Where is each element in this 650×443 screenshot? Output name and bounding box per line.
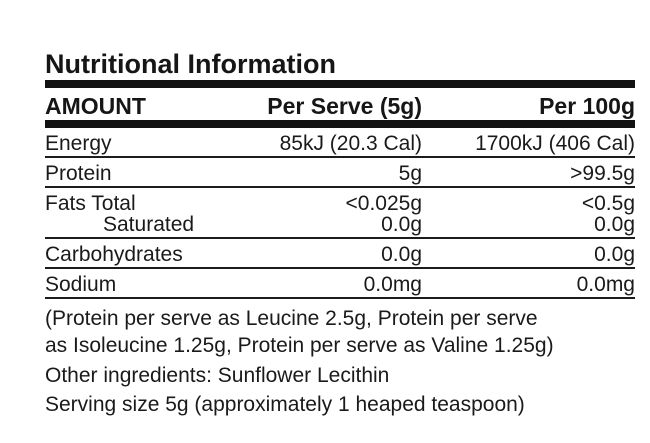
page-title: Nutritional Information bbox=[45, 49, 336, 79]
per-100g-value: >99.5g bbox=[570, 162, 635, 185]
table-header-row bbox=[45, 88, 635, 120]
row-label: Energy bbox=[45, 132, 112, 155]
table-row-saturated bbox=[45, 214, 635, 237]
header-underline-bar bbox=[45, 120, 635, 128]
row-label: Fats Total bbox=[45, 192, 136, 215]
row-divider bbox=[45, 297, 635, 299]
per-serve-value: <0.025g bbox=[345, 192, 422, 215]
title-underline-bar bbox=[45, 80, 635, 88]
per-100g-value: 0.0mg bbox=[576, 273, 635, 296]
header-per-100g: Per 100g bbox=[539, 93, 635, 119]
per-serve-value: 0.0g bbox=[381, 243, 422, 266]
per-serve-value: 85kJ (20.3 Cal) bbox=[279, 132, 422, 155]
per-serve-value: 5g bbox=[398, 162, 422, 185]
other-ingredients-note: Other ingredients: Sunflower Lecithin bbox=[45, 364, 390, 387]
row-label: Carbohydrates bbox=[45, 243, 183, 266]
row-label: Protein bbox=[45, 162, 112, 185]
table-row-sodium bbox=[45, 269, 635, 297]
per-serve-value: 0.0g bbox=[381, 213, 422, 236]
serving-size-note: Serving size 5g (approximately 1 heaped teaspoon) bbox=[45, 393, 525, 416]
header-amount: AMOUNT bbox=[45, 93, 146, 119]
per-100g-value: 0.0g bbox=[594, 243, 635, 266]
protein-note-line-2: as Isoleucine 1.25g, Protein per serve as Valine 1.25g) bbox=[45, 334, 554, 357]
table-row-protein bbox=[45, 158, 635, 186]
header-per-serve: Per Serve (5g) bbox=[267, 93, 422, 119]
per-100g-value: <0.5g bbox=[581, 192, 635, 215]
table-row-fats-total bbox=[45, 188, 635, 214]
per-100g-value: 1700kJ (406 Cal) bbox=[475, 132, 635, 155]
protein-note-line-1: (Protein per serve as Leucine 2.5g, Protein per serve bbox=[45, 307, 538, 330]
per-100g-value: 0.0g bbox=[594, 213, 635, 236]
table-row-carbohydrates bbox=[45, 239, 635, 267]
label-content bbox=[45, 50, 635, 418]
row-label: Saturated bbox=[103, 213, 195, 236]
footnotes bbox=[45, 305, 635, 418]
row-label: Sodium bbox=[45, 273, 117, 296]
table-row-energy bbox=[45, 128, 635, 156]
per-serve-value: 0.0mg bbox=[363, 273, 422, 296]
